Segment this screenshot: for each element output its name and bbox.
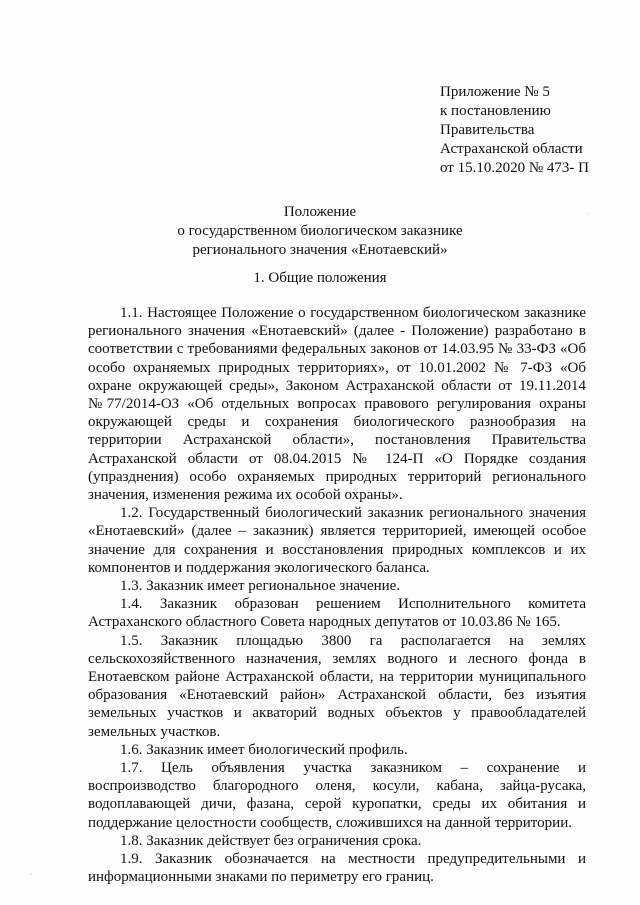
appendix-line: к постановлению (440, 103, 551, 119)
appendix-note (440, 83, 589, 178)
paragraph-1-2: 1.2. Государственный биологический заказник регионального значения «Енотаевский» (далее – заказник) является территорией, имеющей особое значение для сохранения и восстановления природных комплексов и их компонентов и поддержания экологического баланса. (88, 505, 586, 576)
document-title (0, 203, 640, 260)
appendix-line: Приложение № 5 (440, 84, 550, 100)
document-body (88, 304, 586, 887)
section-heading: 1. Общие положения (253, 270, 387, 286)
paragraph-1-8: 1.8. Заказник действует без ограничения срока. (120, 832, 422, 849)
paragraph-1-1: 1.1. Настоящее Положение о государственном биологическом заказнике регионального значения «Енотаевский» (далее - Положение) разработано в соответствии с требованиями федеральных законов от 14.03.95 № 33-ФЗ «Об особо охраняемых природных территориях», от 10.01.2002 № 7-ФЗ «Об охране окружающей среды», Законом Астраханской области от 19.11.2014 №77/2014-ОЗ «Об отдельных вопросах правового регулирования охраны окружающей среды и сохранения биологического разнообразия на территории Астраханской области», постановления Правительства Астраханской области от 08.04.2015 № 124-П «О Порядке создания (упразднения) особо охраняемых природных территорий регионального значения, изменения режима их особой охраны». (88, 305, 586, 504)
title-line: регионального значения «Енотаевский» (192, 242, 448, 258)
paragraph-1-7: 1.7. Цель объявления участка заказником – сохранение и воспроизводство благородного оленя, косули, кабана, зайца-русака, водоплавающей дичи, фазана, серой куропатки, среды их обитания и поддержание целостности сообществ, сложившихся на данной территории. (88, 760, 586, 831)
appendix-line: от 15.10.2020 № 473- П (440, 160, 589, 176)
paragraph-1-9: 1.9. Заказник обозначается на местности предупредительными и информационными знаками по периметру его границ. (88, 851, 586, 886)
title-line: о государственном биологическом заказнике (177, 223, 463, 239)
paragraph-1-3: 1.3. Заказник имеет региональное значение. (120, 578, 401, 595)
paragraph-1-5: 1.5. Заказник площадью 3800 га располагается на землях сельскохозяйственного назначения, землях водного и лесного фонда в Енотаевском районе Астраханской области, на территории муниципального образования «Енотаевский район» Астраханской области, без изъятия земельных участков и акваторий водных объектов у правообладателей земельных участков. (88, 632, 586, 740)
title-line: Положение (283, 204, 357, 220)
paragraph-1-4: 1.4. Заказник образован решением Исполнительного комитета Астраханского областного Совета народных депутатов от 10.03.86 № 165. (88, 596, 586, 631)
scan-speck: · (30, 870, 33, 879)
scan-speck: · (586, 210, 589, 219)
appendix-line: Астраханской области (440, 141, 583, 157)
paragraph-1-6: 1.6. Заказник имеет биологический профиль. (120, 741, 408, 758)
appendix-line: Правительства (440, 122, 535, 138)
